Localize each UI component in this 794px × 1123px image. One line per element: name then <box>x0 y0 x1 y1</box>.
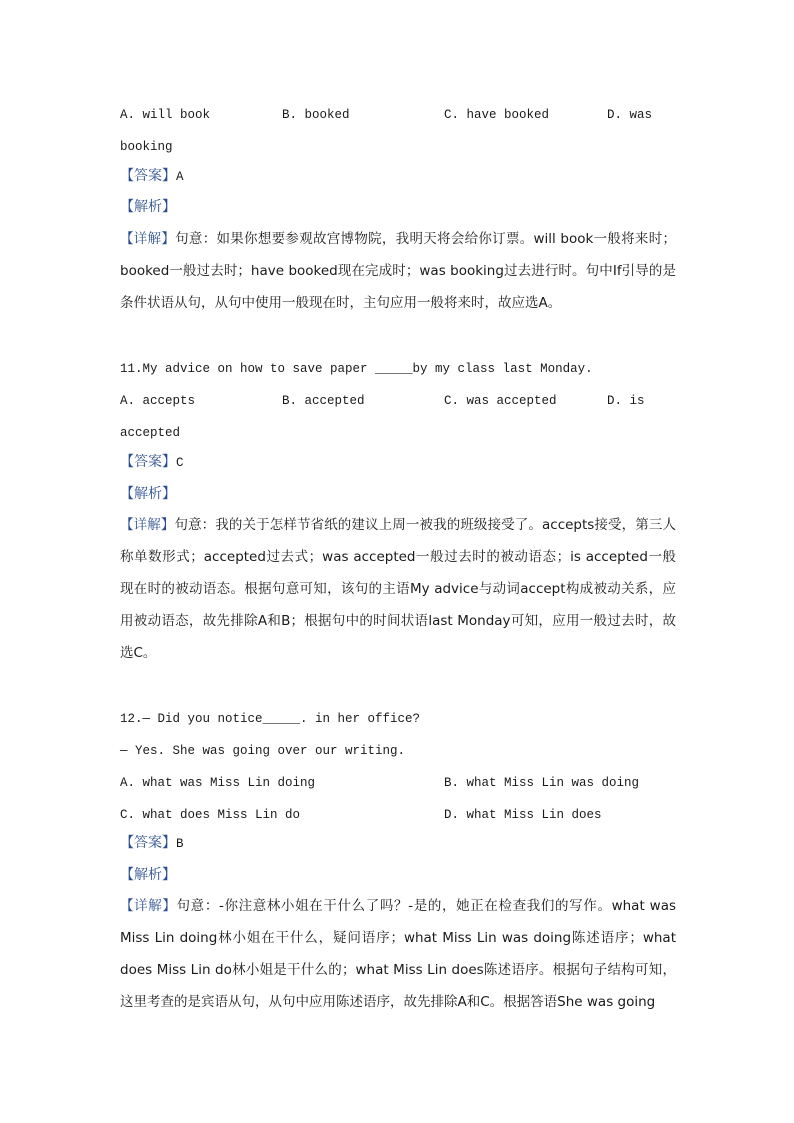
q12-stem: 12.— Did you notice_____. in her office? <box>120 712 421 726</box>
q11-detail <box>120 509 676 669</box>
q10-option-c: C. have booked <box>444 108 550 122</box>
detail-text: 句意：我的关于怎样节省纸的建议上周一被我的班级接受了。accepts接受，第三人称单数形式；accepted过去式；was accepted一般过去时的被动语态；is accepted一般现在时的被动语态。根据句意可知，该句的主语My advice与动词accept构成被动关系，应用被动语态，故先排除A和B；根据句中的时间状语last Monday可知，应用一般过去时，故选C。 <box>120 517 676 661</box>
detail-label: 【详解】 <box>120 898 177 914</box>
answer-value: B <box>176 837 184 851</box>
q12-option-d: D. what Miss Lin does <box>444 808 602 822</box>
q12-option-c: C. what does Miss Lin do <box>120 808 301 822</box>
q10-answer <box>120 166 184 187</box>
q10-detail <box>120 223 676 319</box>
q12-reply: — Yes. She was going over our writing. <box>120 744 406 758</box>
q11-answer <box>120 452 184 473</box>
q11-option-d: D. is <box>607 394 645 408</box>
q12-option-a: A. what was Miss Lin doing <box>120 776 316 790</box>
q12-detail <box>120 890 676 1018</box>
q11-option-a: A. accepts <box>120 394 196 408</box>
answer-label: 【答案】 <box>120 835 176 851</box>
answer-label: 【答案】 <box>120 168 176 184</box>
detail-label: 【详解】 <box>120 231 176 247</box>
q10-option-d: D. was <box>607 108 653 122</box>
q11-analysis-label: 【解析】 <box>120 486 176 502</box>
detail-label: 【详解】 <box>120 517 175 533</box>
q11-stem: 11.My advice on how to save paper _____by my class last Monday. <box>120 362 593 376</box>
answer-label: 【答案】 <box>120 454 176 470</box>
q10-option-b: B. booked <box>282 108 350 122</box>
q11-option-b: B. accepted <box>282 394 365 408</box>
answer-value: A <box>176 170 184 184</box>
detail-text: 句意：如果你想要参观故宫博物院，我明天将会给你订票。will book一般将来时；booked一般过去时；have booked现在完成时；was booking过去进行时。句中If引导的是条件状语从句，从句中使用一般现在时，主句应用一般将来时，故应选A。 <box>120 231 676 311</box>
q10-analysis-label: 【解析】 <box>120 199 176 215</box>
q10-option-a: A. will book <box>120 108 211 122</box>
q10-option-d-wrap: booking <box>120 140 173 154</box>
detail-text: 句意：-你注意林小姐在干什么了吗？-是的，她正在检查我们的写作。what was Miss Lin doing林小姐在干什么，疑问语序；what Miss Lin was doing陈述语序；what does Miss Lin do林小姐是干什么的；what Miss Lin does陈述语序。根据句子结构可知，这里考查的是宾语从句，从句中应用陈述语序，故先排除A和C。根据答语She was going <box>120 898 677 1010</box>
q12-answer <box>120 833 184 854</box>
q11-option-d-wrap: accepted <box>120 426 181 440</box>
answer-value: C <box>176 456 184 470</box>
q12-analysis-label: 【解析】 <box>120 867 176 883</box>
q12-option-b: B. what Miss Lin was doing <box>444 776 640 790</box>
q11-option-c: C. was accepted <box>444 394 557 408</box>
